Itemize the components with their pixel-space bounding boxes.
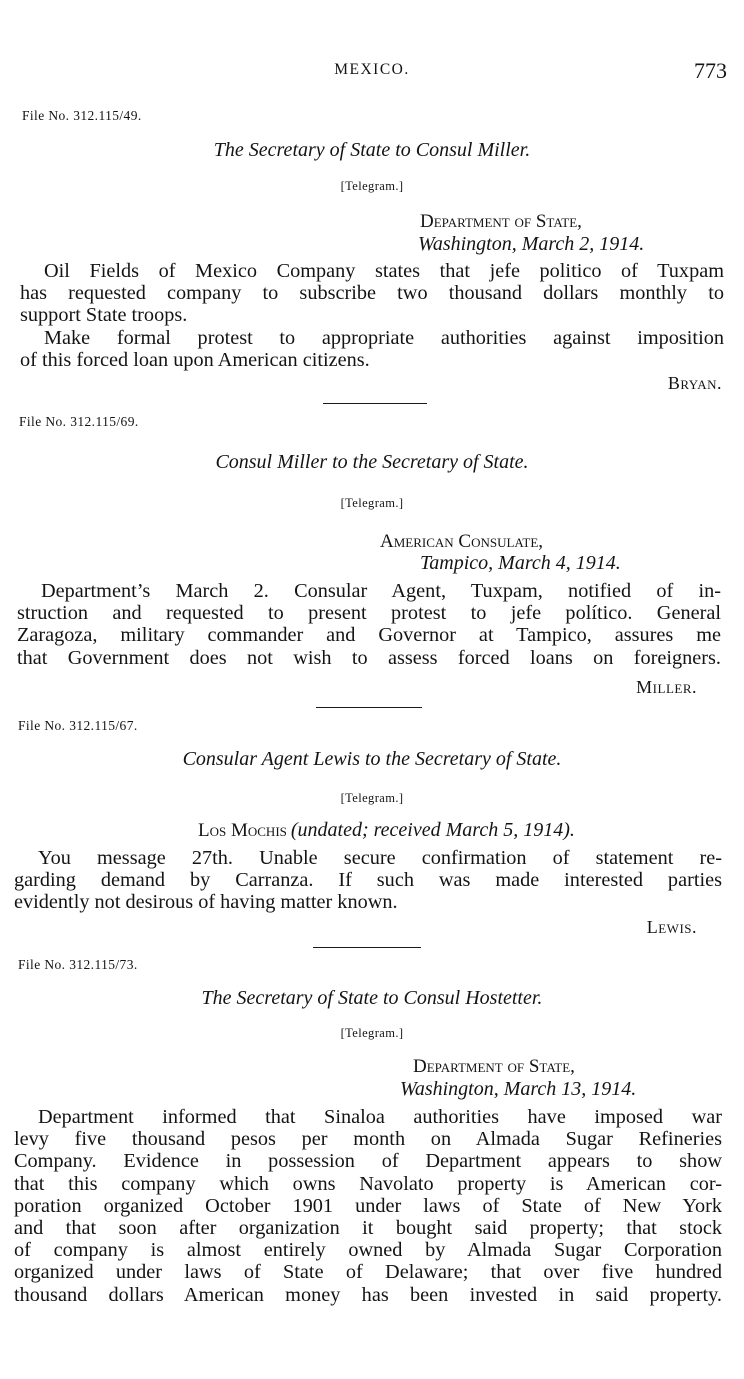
file-number: File No. 312.115/69. xyxy=(19,414,139,429)
document-heading: Consular Agent Lewis to the Secretary of State. xyxy=(182,748,562,770)
body-line: struction and requested to present protest to jefe político. General xyxy=(17,602,721,625)
signature: Lewis. xyxy=(646,917,697,937)
origin-line: Los Mochis xyxy=(198,820,287,841)
body-line: evidently not desirous of having matter known. xyxy=(14,891,398,914)
telegram-label: [Telegram.] xyxy=(340,1026,404,1040)
section-divider xyxy=(313,947,421,948)
file-number: File No. 312.115/49. xyxy=(22,108,142,123)
body-line: that this company which owns Navolato property is American cor- xyxy=(14,1172,722,1195)
page-number: 773 xyxy=(694,58,727,83)
document-heading: The Secretary of State to Consul Hostetter. xyxy=(201,987,543,1009)
body-line: has requested company to subscribe two thousand dollars monthly to xyxy=(20,282,724,305)
telegram-label: [Telegram.] xyxy=(340,791,404,805)
body-line: Company. Evidence in possession of Department appears to show xyxy=(14,1150,722,1173)
origin-line: Department of State, xyxy=(420,211,582,232)
dateline: Tampico, March 4, 1914. xyxy=(420,552,621,574)
body-line: that Government does not wish to assess forced loans on foreigners. xyxy=(17,646,721,669)
body-line: Zaragoza, military commander and Governor at Tampico, assures me xyxy=(17,624,721,647)
section-divider xyxy=(316,707,422,708)
file-number: File No. 312.115/73. xyxy=(18,957,138,972)
message-body xyxy=(17,580,721,669)
body-line: levy five thousand pesos per month on Almada Sugar Refineries xyxy=(14,1128,722,1151)
body-line: and that soon after organization it bought said property; that stock xyxy=(14,1217,722,1240)
origin-line: American Consulate, xyxy=(380,531,544,552)
body-line: support State troops. xyxy=(20,304,188,327)
message-body xyxy=(20,260,724,371)
section-divider xyxy=(323,403,427,404)
signature: Bryan. xyxy=(667,373,722,393)
body-line: Department informed that Sinaloa authorities have imposed war xyxy=(38,1106,722,1128)
body-line: organized under laws of State of Delaware; that over five hundred xyxy=(14,1261,722,1284)
file-number: File No. 312.115/67. xyxy=(18,718,138,733)
message-body xyxy=(14,847,722,914)
body-line: thousand dollars American money has been invested in said property. xyxy=(14,1283,722,1306)
body-line: of this forced loan upon American citizens. xyxy=(20,348,370,371)
body-line: Make formal protest to appropriate authorities against imposition xyxy=(44,326,724,349)
body-line: Oil Fields of Mexico Company states that jefe politico of Tuxpam xyxy=(44,260,724,282)
telegram-label: [Telegram.] xyxy=(340,179,404,193)
document-heading: Consul Miller to the Secretary of State. xyxy=(215,451,529,473)
origin-dateline xyxy=(198,819,575,842)
body-line: of company is almost entirely owned by Almada Sugar Corporation xyxy=(14,1239,722,1262)
dateline: Washington, March 2, 1914. xyxy=(418,233,645,255)
origin-line: Department of State, xyxy=(413,1056,575,1077)
signature: Miller. xyxy=(636,677,697,697)
dateline: (undated; received March 5, 1914). xyxy=(290,819,575,841)
body-line: Department’s March 2. Consular Agent, Tuxpam, notified of in- xyxy=(41,580,721,602)
running-title: MEXICO. xyxy=(334,61,410,78)
message-body xyxy=(14,1106,722,1306)
document-heading: The Secretary of State to Consul Miller. xyxy=(213,139,531,161)
telegram-label: [Telegram.] xyxy=(340,496,404,510)
body-line: garding demand by Carranza. If such was made interested parties xyxy=(14,869,722,892)
body-line: You message 27th. Unable secure confirmation of statement re- xyxy=(38,847,722,869)
body-line: poration organized October 1901 under laws of State of New York xyxy=(14,1194,722,1217)
dateline: Washington, March 13, 1914. xyxy=(400,1078,637,1100)
